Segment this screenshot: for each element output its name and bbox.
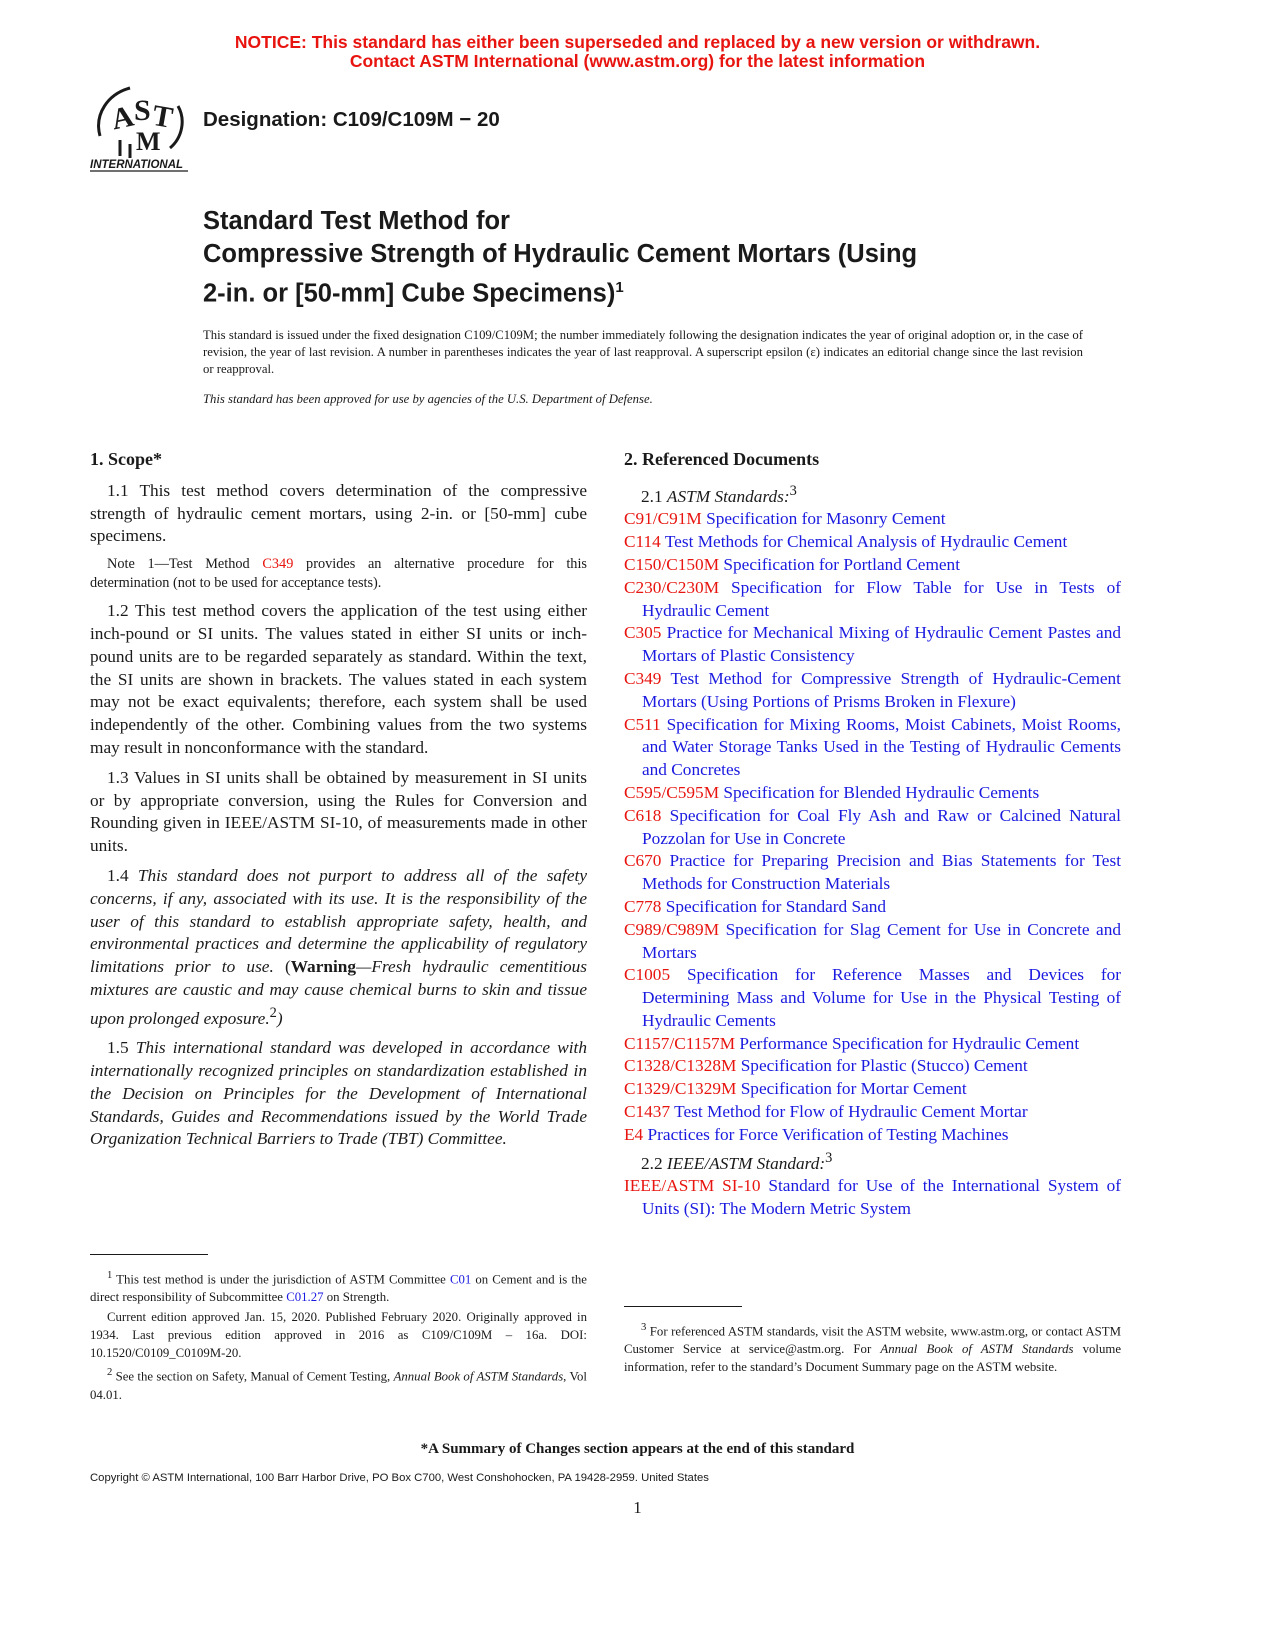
- paragraph-1-5: 1.5 This international standard was developed in accordance with internationally recognized principles on standardization established in the Decision on Principles for the Development of International Standards, Guides and Recommendations issued by the World Trade Organization Technical Barriers to Trade (TBT) Committee.: [90, 1038, 587, 1149]
- footnote-mark-2: 2: [269, 1004, 277, 1021]
- section-heading-scope: 1. Scope*: [90, 449, 162, 469]
- reference-code-link[interactable]: IEEE/ASTM SI-10: [624, 1176, 761, 1196]
- reference-code-link[interactable]: C1437: [624, 1102, 671, 1122]
- logo-text: INTERNATIONAL: [90, 159, 184, 171]
- title-line-2: Compressive Strength of Hydraulic Cement Mortars (Using: [203, 240, 918, 268]
- page-number: 1: [633, 1498, 642, 1517]
- document-title: [203, 205, 1073, 311]
- reference-title-link[interactable]: Specification for Plastic (Stucco) Cement: [740, 1056, 1028, 1076]
- reference-title-link[interactable]: Practice for Mechanical Mixing of Hydraulic Cement Pastes and Mortars of Plastic Consistency: [642, 623, 1121, 666]
- reference-title-link[interactable]: Performance Specification for Hydraulic Cement: [739, 1033, 1080, 1053]
- reference-item: [624, 1055, 1121, 1078]
- right-column: [624, 448, 1121, 1221]
- link-c01[interactable]: C01: [449, 1272, 472, 1287]
- reference-title-link[interactable]: Specification for Flow Table for Use in Tests of Hydraulic Cement: [642, 577, 1121, 620]
- reference-item: [624, 1078, 1121, 1101]
- reference-title-link[interactable]: Specification for Slag Cement for Use in Concrete and Mortars: [642, 919, 1121, 962]
- reference-item: [624, 577, 1121, 623]
- reference-title-link[interactable]: Specification for Mixing Rooms, Moist Cabinets, Moist Rooms, and Water Storage Tanks Used in the Testing of Hydraulic Cements and Concretes: [642, 714, 1121, 780]
- title-line-3: 2-in. or [50-mm] Cube Specimens)$^1$: [203, 279, 624, 308]
- footnote-rule: [90, 1254, 208, 1255]
- footnotes-right: [624, 1306, 1121, 1378]
- warning-label: Warning: [290, 957, 357, 977]
- reference-title-link[interactable]: Standard for Use of the International System of Units (SI): The Modern Metric System: [642, 1176, 1121, 1219]
- ieee-reference-list: [624, 1175, 1121, 1221]
- footnote-1-edition: Current edition approved Jan. 15, 2020. Published February 2020. Originally approved in 1934. Last previous edition approved in 2016 as C109/C109M – 16a. DOI: 10.1520/C0109_C0109M-20.: [90, 1310, 587, 1361]
- footnote-1: $^1$ This test method is under the jurisdiction of ASTM Committee C01 on Cement and is the direct responsibility of Subcommittee C01.27 on Strength.: [90, 1270, 587, 1305]
- reference-item: [624, 714, 1121, 782]
- reference-title-link[interactable]: Specification for Mortar Cement: [740, 1079, 967, 1099]
- reference-code-link[interactable]: C511: [624, 714, 661, 734]
- left-column: [90, 448, 587, 1158]
- issuance-statement: This standard is issued under the fixed designation C109/C109M; the number immediately following the designation indicates the year of original adoption or, in the case of revision, the year of last revision. A number in parentheses indicates the year of last reapproval. A superscript epsilon (ε) indicates an editorial change since the last revision or reapproval.: [203, 328, 1083, 376]
- reference-code-link[interactable]: C989/C989M: [624, 919, 720, 939]
- notice-line-1: NOTICE: This standard has either been superseded and replaced by a new version or withdrawn.: [234, 32, 1041, 52]
- reference-code-link[interactable]: C1328/C1328M: [624, 1056, 737, 1076]
- reference-code-link[interactable]: C305: [624, 623, 662, 643]
- reference-item: [624, 850, 1121, 896]
- reference-code-link[interactable]: C595/C595M: [624, 782, 720, 802]
- reference-title-link[interactable]: Specification for Masonry Cement: [706, 509, 946, 529]
- reference-code-link[interactable]: C1005: [624, 965, 671, 985]
- reference-title-link[interactable]: Specification for Reference Masses and Devices for Determining Mass and Volume for Use in the Physical Testing of Hydraulic Cements: [642, 965, 1121, 1030]
- reference-title-link[interactable]: Practice for Preparing Precision and Bias Statements for Test Methods for Construction Materials: [642, 851, 1121, 894]
- reference-code-link[interactable]: C349: [624, 668, 662, 688]
- reference-code-link[interactable]: C670: [624, 851, 662, 871]
- summary-of-changes-note: *A Summary of Changes section appears at the end of this standard: [420, 1441, 855, 1457]
- reference-title-link[interactable]: Test Methods for Chemical Analysis of Hydraulic Cement: [664, 532, 1068, 552]
- subsection-astm-standards: 2.1 ASTM Standards:$^3$: [641, 482, 797, 506]
- reference-item: [624, 1101, 1121, 1124]
- paragraph-1-4: 1.4 This standard does not purport to address all of the safety concerns, if any, associated with its use. It is the responsibility of the user of this standard to establish appropriate safety, health, and environmental practices and determine the applicability of regulatory limitations prior to use. (Warning—Fresh hydraulic cementitious mixtures are caustic and may cause chemical burns to skin and tissue upon prolonged exposure.$^2$): [90, 865, 588, 1028]
- reference-title-link[interactable]: Specification for Blended Hydraulic Cements: [723, 782, 1040, 802]
- reference-code-link[interactable]: C150/C150M: [624, 554, 720, 574]
- title-line-1: Standard Test Method for: [203, 207, 510, 235]
- paragraph-1-3: 1.3 Values in SI units shall be obtained by measurement in SI units or by appropriate conversion, using the Rules for Conversion and Rounding given in IEEE/ASTM SI-10, of measurements made in other units.: [90, 767, 587, 856]
- reference-item: [624, 896, 1121, 919]
- svg-text:S: S: [134, 94, 151, 127]
- notice-line-2: Contact ASTM International (www.astm.org) for the latest information: [349, 51, 926, 71]
- reference-code-link[interactable]: C91/C91M: [624, 509, 702, 529]
- reference-item: [624, 782, 1121, 805]
- subsection-ieee-standard: 2.2 IEEE/ASTM Standard:$^3$: [641, 1149, 833, 1173]
- astm-reference-list: [624, 508, 1121, 1146]
- section-heading-referenced-documents: 2. Referenced Documents: [624, 449, 820, 469]
- svg-text:A: A: [108, 99, 137, 137]
- reference-title-link[interactable]: Specification for Standard Sand: [665, 896, 887, 916]
- reference-item: [624, 554, 1121, 577]
- footnotes-left: [90, 1254, 587, 1406]
- paragraph-1-1: 1.1 This test method covers determination of the compressive strength of hydraulic cement mortars, using 2-in. or [50-mm] cube specimens.: [90, 480, 587, 546]
- reference-item: [624, 508, 1121, 531]
- reference-item: [624, 964, 1121, 1032]
- reference-code-link[interactable]: C1157/C1157M: [624, 1033, 736, 1053]
- reference-code-link[interactable]: C230/C230M: [624, 577, 720, 597]
- link-c349-note[interactable]: C349: [262, 556, 294, 573]
- reference-item: [624, 622, 1121, 668]
- reference-title-link[interactable]: Specification for Coal Fly Ash and Raw or Calcined Natural Pozzolan for Use in Concrete: [642, 805, 1121, 848]
- designation: Designation: C109/C109M − 20: [203, 108, 500, 131]
- reference-code-link[interactable]: C114: [624, 532, 661, 552]
- astm-logo: [90, 80, 200, 175]
- svg-text:T: T: [149, 98, 176, 135]
- reference-item: [624, 919, 1121, 965]
- title-footnote-mark: 1: [615, 279, 624, 296]
- reference-item: [624, 531, 1121, 554]
- notice-banner: [0, 33, 1275, 71]
- copyright: Copyright © ASTM International, 100 Barr Harbor Drive, PO Box C700, West Conshohocken, PA 19428-2959. United States: [90, 1472, 709, 1484]
- link-c01-27[interactable]: C01.27: [286, 1290, 324, 1305]
- reference-title-link[interactable]: Practices for Force Verification of Testing Machines: [647, 1124, 1009, 1144]
- reference-title-link[interactable]: Test Method for Compressive Strength of Hydraulic-Cement Mortars (Using Portions of Prisms Broken in Flexure): [642, 668, 1121, 711]
- reference-title-link[interactable]: Specification for Portland Cement: [723, 554, 961, 574]
- reference-code-link[interactable]: E4: [624, 1124, 644, 1144]
- reference-code-link[interactable]: C618: [624, 805, 662, 825]
- reference-code-link[interactable]: C1329/C1329M: [624, 1079, 737, 1099]
- reference-item: [624, 668, 1121, 714]
- svg-text:M: M: [136, 127, 161, 156]
- reference-item: [624, 805, 1121, 851]
- paragraph-1-2: 1.2 This test method covers the application of the test using either inch-pound or SI units. The values stated in either SI units or inch-pound units are to be regarded separately as standard. Within the text, the SI units are shown in brackets. The values stated in each system may not be exact equivalents; therefore, each system shall be used independently of the other. Combining values from the two systems may result in nonconformance with the standard.: [90, 601, 587, 757]
- note-1: Note 1—Test Method C349 provides an alternative procedure for this determination (not to be used for acceptance tests).: [90, 556, 587, 592]
- footnote-2: $^2$ See the section on Safety, Manual of Cement Testing, Annual Book of ASTM Standards, Vol 04.01.: [90, 1367, 587, 1402]
- footnote-3: $^3$ For referenced ASTM standards, visit the ASTM website, www.astm.org, or contact ASTM Customer Service at service@astm.org. For Annual Book of ASTM Standards volume information, refer to the standard’s Document Summary page on the ASTM website.: [624, 1322, 1122, 1375]
- footnote-rule: [624, 1306, 742, 1307]
- reference-title-link[interactable]: Test Method for Flow of Hydraulic Cement Mortar: [674, 1102, 1028, 1122]
- astm-logo-mark: [90, 80, 200, 175]
- reference-item: [624, 1033, 1121, 1056]
- dod-approval: This standard has been approved for use by agencies of the U.S. Department of Defense.: [203, 392, 653, 406]
- reference-code-link[interactable]: C778: [624, 896, 662, 916]
- reference-item: [624, 1175, 1121, 1221]
- reference-item: [624, 1124, 1121, 1147]
